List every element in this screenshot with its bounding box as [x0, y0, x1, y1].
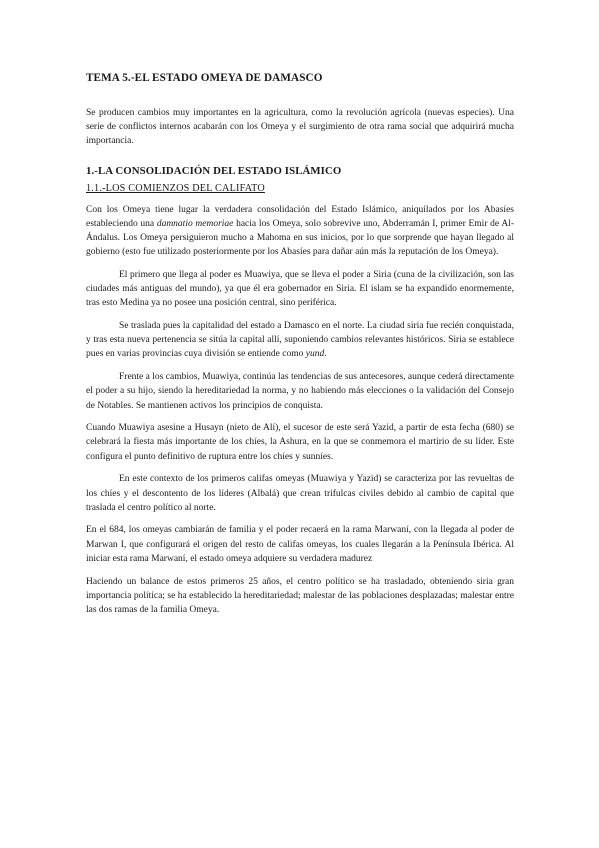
section-heading: 1.-LA CONSOLIDACIÓN DEL ESTADO ISLÁMICO: [86, 164, 342, 177]
paragraph-5: Cuando Muawiya asesine a Husayn (nieto de Alí), el sucesor de este será Yazid, a partir de esta fecha (680) se celebrará la fiesta más importante de los chíes, la Ashura, en la que se conmemora el martirio de su líder. Este configura el punto definitivo de ruptura entre los chíes y sunníes.: [86, 423, 514, 462]
paragraph-3-text-b: .: [324, 349, 327, 360]
paragraph-3-text-a: Se traslada pues la capitalidad del estado a Damasco en el norte. La ciudad siria fue recién conquistada, y tras esta nueva pertenencia se sitúa la capital allí, suponiendo cambios relevantes históricos. Siria se establece pues en varias provincias cuya división se entiende como: [86, 321, 514, 360]
paragraph-1: [86, 203, 514, 260]
document-body: [86, 72, 514, 626]
intro-paragraph: Se producen cambios muy importantes en la agricultura, como la revolución agrícola (nuevas especies). Una serie de conflictos internos acabarán con los Omeya y el surgimiento de otra rama social que adquirirá mucha importancia.: [86, 108, 514, 147]
paragraph-8: Haciendo un balance de estos primeros 25 años, el centro político se ha trasladado, obteniendo siria gran importancia política; se ha establecido la hereditariedad; malestar de las poblaciones desplazadas; malestar entre las dos ramas de la familia Omeya.: [86, 576, 514, 615]
paragraph-3-italic: yund: [305, 349, 325, 360]
paragraph-3: [86, 319, 514, 362]
document-title: TEMA 5.-EL ESTADO OMEYA DE DAMASCO: [86, 72, 323, 84]
paragraph-4: Frente a los cambios, Muawiya, continúa las tendencias de sus antecesores, aunque cederá directamente el poder a su hijo, siendo la hereditariedad la norma, y no habiendo más elecciones o la validación del Consejo de Notables. Se mantienen activos los principios de conquista.: [86, 372, 514, 411]
subsection-heading: 1.1.-LOS COMIENZOS DEL CALIFATO: [86, 182, 265, 194]
paragraph-1-text-b: hacia los Omeya, solo sobrevive uno, Abderramán I, primer Emir de Al-Ándalus. Los Omeya persiguieron mucho a Mahoma en sus inicios, por lo que sorprende que hayan llegado al gobierno (esto fue utilizado posteriormente por los Abasíes para dañar aún más la reputación de los Omeya).: [86, 218, 514, 258]
paragraph-1-italic: damnatio memoriae: [156, 218, 234, 229]
paragraph-2: El primero que llega al poder es Muawiya, que se lleva el poder a Siria (cuna de la civilización, son las ciudades más antiguas del mundo), ya que él era gobernador en Siria. El islam se ha expandido enormemente, tras esto Medina ya no posee una posición central, sino periférica.: [86, 269, 514, 309]
paragraph-1-text-a: Con los Omeya tiene lugar la verdadera consolidación del Estado Islámico, aniquilados por los Abasíes estableciendo una: [86, 204, 514, 229]
paragraph-7: En el 684, los omeyas cambiarán de familia y el poder recaerá en la rama Marwaní, con la llegada al poder de Marwan I, que configurará el origen del resto de califas omeyas, los cuales llegarán a la Península Ibérica. Al iniciar esta rama Marwaní, el estado omeya adquiere su verdadera madurez: [86, 525, 514, 564]
paragraph-6: En este contexto de los primeros califas omeyas (Muawiya y Yazid) se caracteriza por las revueltas de los chíes y el descontento de los líderes (Albalá) que crean trifulcas civiles debido al cambio de capital que traslada el centro político al norte.: [86, 474, 514, 513]
